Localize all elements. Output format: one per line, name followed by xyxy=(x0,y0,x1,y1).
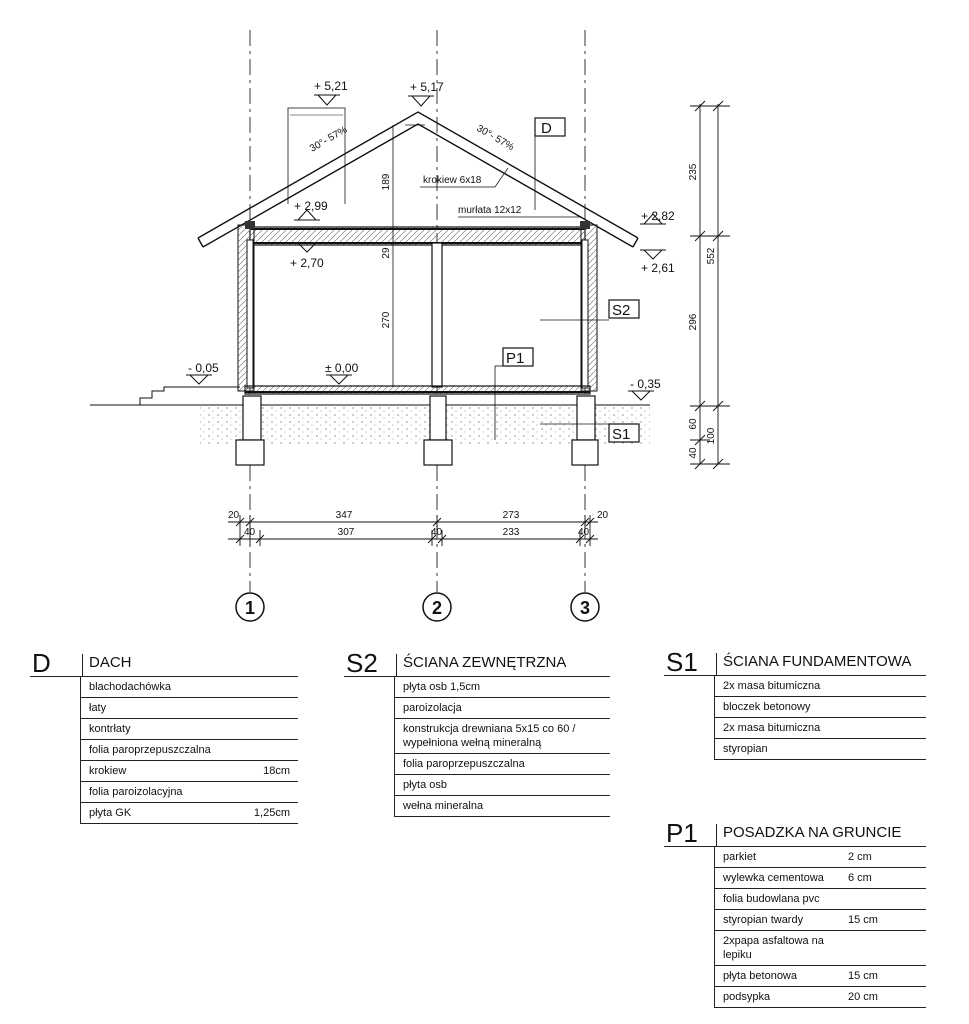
tag-s2: S2 xyxy=(612,302,631,319)
right-dimension-chain xyxy=(690,101,730,469)
legend-row: folia paroprzepuszczalna xyxy=(395,754,610,775)
chimney xyxy=(288,108,345,204)
legend-row: paroizolacja xyxy=(395,698,610,719)
tag-d: D xyxy=(541,120,552,137)
legend-row: folia paroizolacyjna xyxy=(81,782,298,803)
legend-ground-floor-code: P1 xyxy=(666,818,698,848)
legend-row: kontrłaty xyxy=(81,719,298,740)
legend-row: konstrukcja drewniana 5x15 co 60 / wypełniona wełną mineralną xyxy=(395,719,610,754)
legend-row: styropian xyxy=(715,739,926,760)
elev-chimney: + 5,21 xyxy=(314,79,348,93)
dim-roof-height: 189 xyxy=(381,173,392,191)
dim-bottom-span2: 273 xyxy=(502,510,520,521)
legend-row: podsypka 20 cm xyxy=(715,987,926,1008)
legend-row: blachodachówka xyxy=(81,677,298,698)
dim-bottom-40-left: 40 xyxy=(244,527,256,538)
legend-row: folia paroprzepuszczalna xyxy=(81,740,298,761)
dim-bottom-span1: 347 xyxy=(335,510,353,521)
legend-row: krokiew 18cm xyxy=(81,761,298,782)
legend-row: folia budowlana pvc xyxy=(715,889,926,910)
dim-room-height: 270 xyxy=(381,311,392,329)
inner-post xyxy=(432,243,442,387)
legend-ground-floor xyxy=(664,820,926,1008)
elev-ridge: + 5,17 xyxy=(410,80,444,94)
legend-row: płyta GK 1,25cm xyxy=(81,803,298,824)
legend-row: 2x masa bitumiczna xyxy=(715,718,926,739)
legend-ground-floor-rows xyxy=(714,847,926,1008)
wall-plate-label: murłata 12x12 xyxy=(458,205,522,216)
legend-foundation-wall xyxy=(664,649,926,760)
dim-bottom-20-right: 20 xyxy=(597,510,609,521)
dim-right-40: 40 xyxy=(688,447,699,459)
axis-label-3: 3 xyxy=(579,598,591,618)
legend-row: parkiet 2 cm xyxy=(715,847,926,868)
legend-roof xyxy=(30,650,298,824)
elev-step: - 0,05 xyxy=(188,361,219,375)
legend-exterior-wall xyxy=(344,650,610,817)
axis-label-2: 2 xyxy=(431,598,443,618)
legend-row: 2x masa bitumiczna xyxy=(715,676,926,697)
legend-row: płyta osb xyxy=(395,775,610,796)
legend-foundation-wall-rows xyxy=(714,676,926,760)
elev-ceiling-bottom: + 2,70 xyxy=(290,256,324,270)
roof-pitch-left: 30°- 57% xyxy=(308,124,350,155)
dim-right-top: 235 xyxy=(688,163,699,181)
dim-bottom-20-left: 20 xyxy=(228,510,240,521)
axis-label-1: 1 xyxy=(244,598,256,618)
elev-eave-top: + 2,82 xyxy=(641,209,675,223)
legend-roof-title: DACH xyxy=(82,654,298,676)
legend-ground-floor-header xyxy=(664,820,926,847)
legend-exterior-wall-rows xyxy=(394,677,610,817)
axis-bubbles xyxy=(236,593,599,621)
elev-ground: - 0,35 xyxy=(630,377,661,391)
legend-row: wełna mineralna xyxy=(395,796,610,817)
elev-eave-bottom: + 2,61 xyxy=(641,261,675,275)
legend-row: bloczek betonowy xyxy=(715,697,926,718)
legend-roof-header xyxy=(30,650,298,677)
dim-right-100: 100 xyxy=(706,427,717,445)
tag-s1: S1 xyxy=(612,426,631,443)
dim-right-total: 552 xyxy=(706,247,717,265)
legend-row: 2xpapa asfaltowa na lepiku xyxy=(715,931,926,966)
legend-exterior-wall-header xyxy=(344,650,610,677)
legend-ground-floor-title: POSADZKA NA GRUNCIE xyxy=(716,824,926,846)
entry-steps xyxy=(140,387,240,405)
rafter-label: krokiew 6x18 xyxy=(423,175,482,186)
dim-ceiling-thickness: 29 xyxy=(381,247,392,259)
roof-pitch-right: 30°- 57% xyxy=(474,123,516,154)
bottom-dimension-chain xyxy=(228,515,598,546)
elev-ceiling-top: + 2,99 xyxy=(294,199,328,213)
legend-exterior-wall-code: S2 xyxy=(346,648,378,678)
dim-bottom-40-right: 40 xyxy=(578,527,590,538)
legend-foundation-wall-title: ŚCIANA FUNDAMENTOWA xyxy=(716,653,926,675)
legend-roof-code: D xyxy=(32,648,51,678)
legend-exterior-wall-title: ŚCIANA ZEWNĘTRZNA xyxy=(396,654,610,676)
legend-row: styropian twardy 15 cm xyxy=(715,910,926,931)
legend-foundation-wall-header xyxy=(664,649,926,676)
dim-bottom-clear1: 307 xyxy=(337,527,355,538)
dim-right-60: 60 xyxy=(688,418,699,430)
elev-floor: ± 0,00 xyxy=(325,361,359,375)
legend-row: wylewka cementowa 6 cm xyxy=(715,868,926,889)
legend-row: płyta osb 1,5cm xyxy=(395,677,610,698)
legend-roof-rows xyxy=(80,677,298,824)
dim-bottom-40-mid: 40 xyxy=(431,527,443,538)
tag-p1: P1 xyxy=(506,350,525,367)
legend-row: płyta betonowa 15 cm xyxy=(715,966,926,987)
legend-row: łaty xyxy=(81,698,298,719)
dim-bottom-clear2: 233 xyxy=(502,527,520,538)
dim-right-middle: 296 xyxy=(688,313,699,331)
grid-axes xyxy=(250,30,585,592)
legend-foundation-wall-code: S1 xyxy=(666,647,698,677)
exterior-walls xyxy=(238,221,597,391)
